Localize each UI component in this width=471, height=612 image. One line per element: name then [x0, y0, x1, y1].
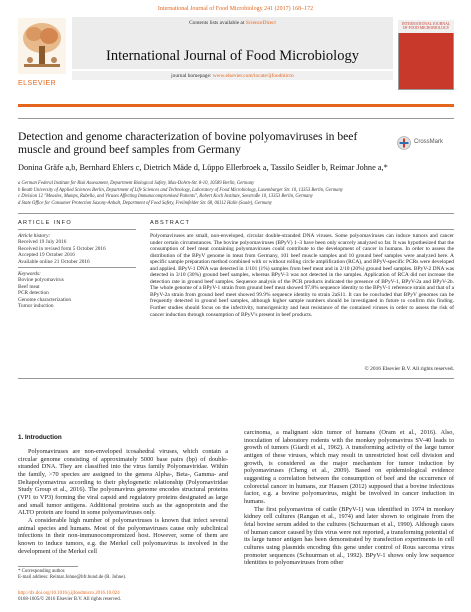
history-heading: Article history:	[18, 233, 51, 239]
affiliation-b: b Beuth University of Applied Sciences Berlin, Department of Life Sciences and Technology, Laboratory of Food Microbiology, Luxemburger Str. 10, 13353 Berlin, Germany	[18, 187, 343, 193]
abstract-text: Polyomaviruses are small, non-enveloped, circular double-stranded DNA viruses. Some polyomaviruses can induce tumors and cancer under certain circumstances. The bovine polyomaviruses (BPyV) 1–3 have been only scarcely analyzed so far. It was hypothesized that the consumption of beef meat containing polyomaviruses could contribute to the development of cancer in humans. In order to assess the distribution of the BPyV genome in meat from Germany, 101 beef muscle samples and 10 ground beef samples were analyzed here. A specific sample preparation method combined with or without rolling circle amplification (RCA), and BPyV-specific PCRs were developed and applied. BPyV-1 DNA was detected in 1/101 (1%) samples from beef meat and in 2/10 (20%) ground beef samples. BPyV-2 DNA was detected in 3/10 (30%) ground beef samples, whereas BPyV-3 was not detected in the samples. Application of RCA did not increase the detection rate in ground beef samples. Sequence analysis of the PCR products indicated the presence of BPyV-1, BPyV-2a and BPyV-2b. The whole genome of a BPyV-1 strain from ground beef meat showed 97.8% sequence identity to the BPyV-1 reference strain and that of a BPyV-2a strain from ground beef meet showed 99.9% sequence identity to strain 2aS11. It can be concluded that BPyV genomes can be frequently detected in ground beef samples, although higher sample numbers should be investigated in future to confirm this finding. Further studies should focus on the infectivity, tumorigenicity and heat resistance of the contained viruses in order to assess the risk of cancer induction through consumption of BPyV's present in beef products.	[150, 233, 454, 318]
doi-link[interactable]: http://dx.doi.org/10.1016/j.ijfoodmicro.2016.10.024	[18, 591, 120, 596]
keyword-item: PCR detection	[18, 290, 49, 297]
keyword-item: Genome characterization	[18, 296, 72, 303]
author-list: Donina Gräfe a,b, Bernhard Ehlers c, Dietrich Mäde d, Lüppo Ellerbroek a, Tassilo Seidler b, Reimar Johne a,*	[18, 163, 388, 172]
affiliation-a: a German Federal Institute for Risk Assessment, Department Biological Safety, Max-Dohrn-Str. 8-10, 10589 Berlin, Germany	[18, 181, 255, 186]
crossmark-badge[interactable]	[397, 136, 453, 150]
page-footer	[18, 591, 228, 603]
footnote	[18, 569, 228, 581]
article-title: Detection and genome characterization of bovine polyomaviruses in beef muscle and ground beef samples from Germany	[18, 130, 358, 157]
homepage-link[interactable]: www.elsevier.com/locate/ijfoodmicro	[212, 73, 294, 79]
intro-paragraph: A considerable high number of polyomaviruses is known that infect several animal species and humans. Most of the polyomaviruses cause only subclinical infections in their non-immunocompromized host. However, some of them are known to induce tumors, e.g. the Merkel cell polyomavirus is involved in the development of the Merkel cell	[18, 516, 228, 555]
abstract-bottom-rule	[18, 378, 454, 379]
article-history	[18, 233, 143, 265]
abstract-heading: ABSTRACT	[150, 220, 191, 226]
left-column	[18, 448, 228, 555]
history-accepted: Accepted 19 October 2016	[18, 252, 75, 259]
keyword-item: Tumor induction	[18, 303, 54, 310]
crossmark-label: CrossMark	[414, 139, 444, 145]
affiliation-c: c Division 12 "Measles, Mumps, Rubella, and Viruses Affecting Immunocompromised Patients", Robert Koch Institute, Seestraße 10, 13353 Berlin, Germany	[18, 194, 313, 200]
history-online: Available online 21 October 2016	[18, 258, 90, 265]
footnote-email: E-mail address: Reimar.Johne@bfr.bund.de (R. Johne).	[18, 575, 127, 580]
intro-paragraph: carcinoma, a malignant skin tumor of humans (Oram et al., 2016). Also, inoculation of laboratory rodents with the monkey polyomavirus SV-40 leads to growth of tumors (Giardi et al., 1962). A transforming activity of the large tumor antigen of these viruses, which may result in unrestricted host cell division and growth, is considered as the major mechanism for tumor induction by polyomaviruses (Cheng et al., 2009). Based on epidemiological evidence suggesting a correlation between the consumption of beef and the occurrence of colorectal cancer in humans, zur Hausen (2012) supposed that a bovine infectious factor, e.g. a bovine polyomavirus, might be involved in cancer induction in humans.	[244, 429, 454, 505]
keywords-rule	[18, 267, 136, 268]
keyword-item: Bovine polyomavirus	[18, 277, 64, 283]
elsevier-tree-logo	[18, 18, 66, 74]
journal-cover-title: INTERNATIONAL JOURNAL OF FOOD MICROBIOLOGY	[401, 22, 451, 30]
keywords-heading: Keywords:	[18, 271, 41, 277]
history-revised: Received in revised form 5 October 2016	[18, 245, 106, 252]
elsevier-wordmark: ELSEVIER	[18, 80, 57, 87]
crossmark-icon	[397, 136, 411, 150]
info-top-rule	[18, 213, 454, 214]
contents-line	[72, 20, 393, 26]
affiliation-d: d State Office for Consumer Protection Saxony-Anhalt, Department of Food Safety, Freiimfelder Str. 68, 06112 Halle (Saale), Germany	[18, 200, 272, 206]
section-heading-introduction: 1. Introduction	[18, 434, 62, 441]
footnote-corresponding: * Corresponding author.	[18, 569, 66, 574]
header-rule	[18, 118, 454, 119]
sciencedirect-link[interactable]: ScienceDirect	[245, 20, 276, 26]
journal-homepage	[72, 73, 393, 79]
keyword-item: Beef meat	[18, 283, 40, 290]
abstract-rule	[150, 229, 454, 230]
journal-title: International Journal of Food Microbiology	[106, 48, 359, 64]
article-info-rule	[18, 229, 136, 230]
abstract-copyright: © 2016 Elsevier B.V. All rights reserved.	[364, 366, 454, 372]
homepage-prefix: journal homepage:	[171, 73, 212, 79]
header-divider	[18, 104, 454, 107]
journal-reference: International Journal of Food Microbiology 241 (2017) 168–172	[157, 6, 314, 12]
article-info-heading: ARTICLE INFO	[18, 220, 73, 226]
affiliations	[18, 181, 454, 207]
intro-paragraph: Polyomaviruses are non-enveloped icosahedral viruses, which contain a circular genome consisting of approximately 5000 base pairs (bp) of double-stranded DNA. They are classified into the virus family Polyomaviridae. Within the family, >70 species are assigned to the genera Alpha-, Beta-, Gamma- and Deltapolyomavirus according to their phylogenetic relationship (Polyomaviridae Study Group et al., 2016). The polyomavirus genome encodes structural proteins (VP1 to VP3) forming the viral capsid and regulatory proteins designated as large and small tumor antigens. Additional proteins such as the agnoprotein and the ALTO protein are found in some polyomaviruses only.	[18, 448, 228, 517]
issn-line: 0168-1605/© 2016 Elsevier B.V. All rights reserved.	[18, 597, 121, 602]
intro-paragraph: The first polyomavirus of cattle (BPyV-1) was identified in 1974 in monkey kidney cell cultures (Rangan et al., 1974) and later shown to originate from the fetal bovine serum added to the cultures (Schuurman et al., 1990). Although cases of human cancer caused by this virus were not reported, a transforming potential of its large tumor antigen has been demonstrated by transfection experiments in cell cultures using plasmids encoding this gene under control of Rous sarcoma virus promoter sequences (Schuurman et al., 1992). BPyV-1 shows only low sequence identities to polyomaviruses from other	[244, 505, 454, 567]
history-received: Received 19 July 2016	[18, 239, 67, 245]
keywords-block	[18, 271, 143, 310]
footnote-rule	[18, 566, 78, 567]
contents-prefix: Contents lists available at	[189, 20, 245, 26]
right-column	[244, 429, 454, 567]
